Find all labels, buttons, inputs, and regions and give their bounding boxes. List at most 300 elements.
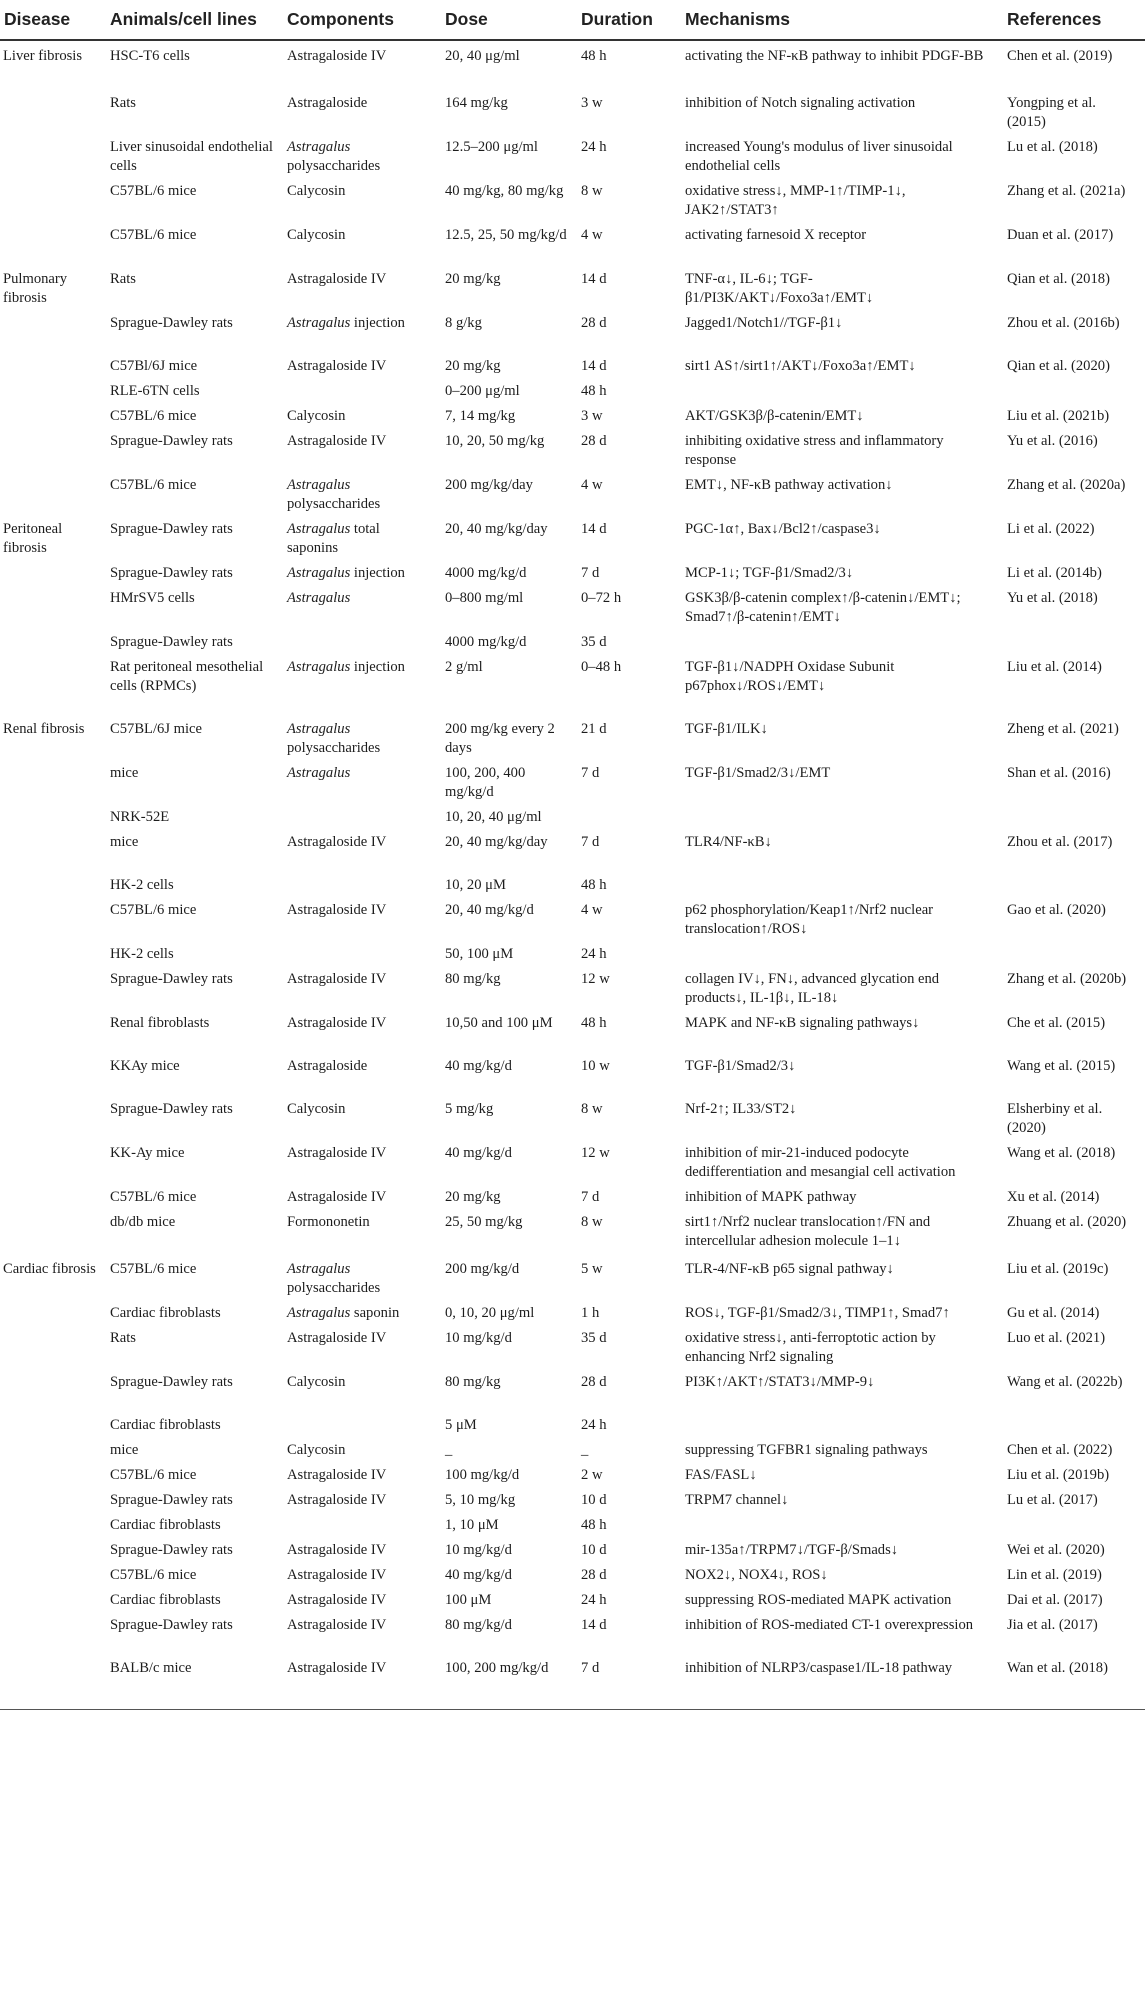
component-cell: Calycosin: [287, 408, 346, 424]
dose-cell: 20, 40 mg/kg/d: [445, 902, 534, 918]
duration-cell: 8 w: [581, 1101, 603, 1117]
dose-cell: 164 mg/kg: [445, 95, 508, 111]
reference-cell: Zhang et al. (2020a): [1007, 477, 1126, 493]
disease-cell: [0, 1610, 106, 1653]
duration-cell: 10 d: [581, 1542, 607, 1558]
duration-cell: 0–72 h: [581, 590, 622, 606]
disease-cell: [0, 1460, 106, 1485]
duration-cell: 28 d: [581, 315, 607, 331]
table-row: [0, 1367, 1145, 1410]
dose-cell: 4000 mg/kg/d: [445, 634, 527, 650]
disease-cell: [0, 1585, 106, 1610]
mechanism-cell: TLR4/NF-κB↓: [685, 834, 772, 850]
duration-cell: 8 w: [581, 1214, 603, 1230]
animal-cell: Cardiac fibroblasts: [110, 1305, 221, 1321]
animal-cell: Cardiac fibroblasts: [110, 1517, 221, 1533]
dose-cell: 12.5, 25, 50 mg/kg/d: [445, 227, 567, 243]
dose-cell: 40 mg/kg/d: [445, 1058, 512, 1074]
duration-cell: 24 h: [581, 1592, 607, 1608]
reference-cell: Zhuang et al. (2020): [1007, 1214, 1127, 1230]
component-cell: Astragalus injection: [287, 565, 405, 581]
table-body: [0, 40, 1145, 1710]
animal-cell: Rats: [110, 1330, 136, 1346]
reference-cell: Zhou et al. (2017): [1007, 834, 1113, 850]
disease-cell: [0, 132, 106, 176]
animal-cell: mice: [110, 834, 139, 850]
disease-cell: [0, 1560, 106, 1585]
table-row: [0, 964, 1145, 1008]
disease-cell: [0, 1298, 106, 1323]
component-cell: Astragaloside IV: [287, 358, 387, 374]
component-cell: [283, 870, 441, 895]
animal-cell: KKAy mice: [110, 1058, 180, 1074]
table-row: [0, 802, 1145, 827]
table-row: [0, 1323, 1145, 1367]
disease-cell: Renal fibrosis: [3, 721, 85, 737]
dose-cell: 100, 200 mg/kg/d: [441, 1653, 577, 1710]
reference-cell: Wan et al. (2018): [1003, 1653, 1145, 1710]
duration-cell: 24 h: [581, 139, 607, 155]
animal-cell: mice: [110, 1442, 139, 1458]
dose-cell: 10, 20, 40 μg/ml: [445, 809, 542, 825]
mechanism-cell: TGF-β1/Smad2/3↓/EMT: [685, 765, 831, 781]
mechanism-cell: TNF-α↓, IL-6↓; TGF-β1/PI3K/AKT↓/Foxo3a↑/EMT↓: [685, 271, 874, 306]
reference-cell: Qian et al. (2018): [1007, 271, 1110, 287]
disease-cell: [0, 1653, 106, 1710]
header-disease: Disease: [0, 0, 106, 40]
table-row: [0, 40, 1145, 88]
table-row: [0, 376, 1145, 401]
animal-cell: C57BL/6 mice: [110, 227, 197, 243]
animal-cell: C57BL/6 mice: [110, 408, 197, 424]
dose-cell: 40 mg/kg, 80 mg/kg: [445, 183, 564, 199]
animal-cell: Sprague-Dawley rats: [110, 971, 233, 987]
mechanism-cell: ROS↓, TGF-β1/Smad2/3↓, TIMP1↑, Smad7↑: [685, 1305, 950, 1321]
table-row: [0, 1610, 1145, 1653]
mechanism-cell: TGF-β1↓/NADPH Oxidase Subunit p67phox↓/ROS↓/EMT↓: [685, 659, 895, 694]
duration-cell: 8 w: [581, 183, 603, 199]
component-cell: Astragaloside IV: [287, 1145, 387, 1161]
reference-cell: Che et al. (2015): [1007, 1015, 1106, 1031]
dose-cell: 5 mg/kg: [445, 1101, 494, 1117]
component-cell: Astragalus polysaccharides: [287, 1261, 381, 1296]
duration-cell: 7 d: [581, 834, 600, 850]
disease-cell: Peritoneal fibrosis: [3, 521, 63, 556]
mechanism-cell: [681, 870, 1003, 895]
table-row: [0, 1560, 1145, 1585]
animal-cell: Sprague-Dawley rats: [110, 634, 233, 650]
duration-cell: 35 d: [581, 634, 607, 650]
component-cell: Astragaloside IV: [287, 902, 387, 918]
mechanism-cell: inhibition of MAPK pathway: [685, 1189, 857, 1205]
duration-cell: 48 h: [581, 877, 607, 893]
reference-cell: Gu et al. (2014): [1007, 1305, 1100, 1321]
animal-cell: Rat peritoneal mesothelial cells (RPMCs): [110, 659, 264, 694]
disease-cell: [0, 220, 106, 264]
component-cell: Astragaloside IV: [287, 1467, 387, 1483]
animal-cell: Sprague-Dawley rats: [110, 1542, 233, 1558]
dose-cell: 12.5–200 μg/ml: [445, 139, 538, 155]
disease-cell: [0, 176, 106, 220]
duration-cell: 7 d: [581, 1189, 600, 1205]
duration-cell: 48 h: [581, 1015, 607, 1031]
dose-cell: 40 mg/kg/d: [445, 1145, 512, 1161]
reference-cell: Luo et al. (2021): [1007, 1330, 1106, 1346]
duration-cell: 10 d: [581, 1492, 607, 1508]
disease-cell: [0, 758, 106, 802]
component-cell: Astragalus total saponins: [287, 521, 380, 556]
disease-cell: [0, 1367, 106, 1410]
animal-cell: RLE-6TN cells: [110, 383, 200, 399]
disease-cell: [0, 470, 106, 514]
disease-cell: [0, 870, 106, 895]
mechanism-cell: [681, 1510, 1003, 1535]
mechanism-cell: activating the NF-κB pathway to inhibit PDGF-BB: [685, 48, 984, 64]
disease-cell: [0, 1535, 106, 1560]
component-cell: Astragaloside IV: [287, 1617, 387, 1633]
table-row: [0, 1410, 1145, 1435]
table-row: [0, 1008, 1145, 1051]
header-mechanisms: Mechanisms: [681, 0, 1003, 40]
duration-cell: 14 d: [581, 521, 607, 537]
mechanism-cell: MCP-1↓; TGF-β1/Smad2/3↓: [685, 565, 854, 581]
mechanism-cell: Nrf-2↑; IL33/ST2↓: [685, 1101, 797, 1117]
component-cell: Astragaloside IV: [287, 1330, 387, 1346]
dose-cell: 20 mg/kg: [445, 271, 501, 287]
component-cell: Astragalus injection: [287, 659, 405, 675]
reference-cell: Xu et al. (2014): [1007, 1189, 1100, 1205]
reference-cell: Shan et al. (2016): [1007, 765, 1111, 781]
component-cell: [283, 627, 441, 652]
mechanism-cell: suppressing TGFBR1 signaling pathways: [685, 1442, 928, 1458]
mechanism-cell: p62 phosphorylation/Keap1↑/Nrf2 nuclear translocation↑/ROS↓: [685, 902, 934, 937]
component-cell: Calycosin: [287, 1374, 346, 1390]
table-row: [0, 220, 1145, 264]
reference-cell: Liu et al. (2014): [1007, 659, 1102, 675]
animal-cell: Sprague-Dawley rats: [110, 1492, 233, 1508]
animal-cell: db/db mice: [110, 1214, 176, 1230]
table-row: [0, 401, 1145, 426]
table-row: [0, 1653, 1145, 1710]
component-cell: Astragalus polysaccharides: [287, 721, 381, 756]
table-row: [0, 132, 1145, 176]
dose-cell: 0–200 μg/ml: [445, 383, 520, 399]
mechanism-cell: sirt1↑/Nrf2 nuclear translocation↑/FN and intercellular adhesion molecule 1–1↓: [685, 1214, 931, 1249]
dose-cell: 20 mg/kg: [445, 1189, 501, 1205]
disease-cell: [0, 376, 106, 401]
mechanism-cell: [681, 376, 1003, 401]
mechanism-cell: oxidative stress↓, MMP-1↑/TIMP-1↓, JAK2↑/STAT3↑: [685, 183, 906, 218]
mechanism-cell: EMT↓, NF-κB pathway activation↓: [685, 477, 893, 493]
mechanism-cell: suppressing ROS-mediated MAPK activation: [685, 1592, 952, 1608]
table-row: [0, 1207, 1145, 1254]
disease-cell: [0, 1410, 106, 1435]
mechanism-cell: [681, 939, 1003, 964]
dose-cell: 0–800 mg/ml: [445, 590, 524, 606]
disease-cell: [0, 583, 106, 627]
component-cell: [283, 1510, 441, 1535]
table-row: [0, 714, 1145, 758]
duration-cell: 7 d: [577, 1653, 681, 1710]
table-row: [0, 1435, 1145, 1460]
component-cell: Astragalus polysaccharides: [287, 477, 381, 512]
reference-cell: Li et al. (2014b): [1007, 565, 1102, 581]
header-duration: Duration: [577, 0, 681, 40]
table-row: [0, 514, 1145, 558]
table-row: [0, 758, 1145, 802]
mechanism-cell: inhibition of ROS-mediated CT-1 overexpression: [685, 1617, 974, 1633]
reference-cell: Liu et al. (2021b): [1007, 408, 1110, 424]
disease-cell: [0, 1435, 106, 1460]
animal-cell: Sprague-Dawley rats: [110, 1617, 233, 1633]
dose-cell: _: [445, 1442, 453, 1458]
animal-cell: C57BL/6 mice: [110, 1567, 197, 1583]
dose-cell: 20, 40 mg/kg/day: [445, 834, 548, 850]
animal-cell: Sprague-Dawley rats: [110, 1101, 233, 1117]
mechanism-cell: oxidative stress↓, anti-ferroptotic action by enhancing Nrf2 signaling: [685, 1330, 936, 1365]
disease-cell: [0, 939, 106, 964]
dose-cell: 80 mg/kg/d: [445, 1617, 512, 1633]
disease-cell: [0, 1138, 106, 1182]
reference-cell: Liu et al. (2019b): [1007, 1467, 1110, 1483]
duration-cell: 14 d: [581, 358, 607, 374]
animal-cell: mice: [110, 765, 139, 781]
reference-cell: Chen et al. (2019): [1007, 48, 1113, 64]
duration-cell: 48 h: [581, 383, 607, 399]
disease-cell: [0, 1051, 106, 1094]
table-row: [0, 627, 1145, 652]
dose-cell: 10,50 and 100 μM: [445, 1015, 553, 1031]
animal-cell: Rats: [110, 271, 136, 287]
table-row: [0, 1510, 1145, 1535]
duration-cell: 48 h: [581, 1517, 607, 1533]
component-cell: [283, 802, 441, 827]
dose-cell: 200 mg/kg/d: [445, 1261, 520, 1277]
dose-cell: 100, 200, 400 mg/kg/d: [445, 765, 526, 800]
animal-cell: KK-Ay mice: [110, 1145, 185, 1161]
animal-cell: Cardiac fibroblasts: [110, 1592, 221, 1608]
mechanism-cell: NOX2↓, NOX4↓, ROS↓: [685, 1567, 828, 1583]
disease-cell: [0, 652, 106, 714]
component-cell: Astragalus: [287, 765, 351, 781]
disease-cell: [0, 88, 106, 132]
dose-cell: 80 mg/kg: [445, 971, 501, 987]
table-row: [0, 1138, 1145, 1182]
reference-cell: [1003, 802, 1145, 827]
mechanism-cell: AKT/GSK3β/β-catenin/EMT↓: [685, 408, 864, 424]
duration-cell: 0–48 h: [581, 659, 622, 675]
disease-cell: [0, 895, 106, 939]
component-cell: Astragaloside IV: [287, 971, 387, 987]
table-row: [0, 1460, 1145, 1485]
duration-cell: 3 w: [581, 95, 603, 111]
dose-cell: 1, 10 μM: [445, 1517, 499, 1533]
animal-cell: C57BL/6 mice: [110, 1189, 197, 1205]
duration-cell: 12 w: [581, 971, 610, 987]
animal-cell: Renal fibroblasts: [110, 1015, 210, 1031]
header-row: [0, 0, 1145, 40]
component-cell: Astragaloside: [287, 1058, 368, 1074]
mechanism-cell: FAS/FASL↓: [685, 1467, 757, 1483]
mechanism-cell: [681, 627, 1003, 652]
dose-cell: 5, 10 mg/kg: [445, 1492, 516, 1508]
component-cell: Astragaloside IV: [287, 1542, 387, 1558]
dose-cell: 10, 20 μM: [445, 877, 506, 893]
reference-cell: Lu et al. (2018): [1007, 139, 1098, 155]
table-row: [0, 1485, 1145, 1510]
table-row: [0, 426, 1145, 470]
table-row: [0, 1585, 1145, 1610]
header-components: Components: [283, 0, 441, 40]
mechanism-cell: GSK3β/β-catenin complex↑/β-catenin↓/EMT↓; Smad7↑/β-catenin↑/EMT↓: [685, 590, 961, 625]
component-cell: Astragaloside IV: [287, 1189, 387, 1205]
reference-cell: Yu et al. (2016): [1007, 433, 1098, 449]
animal-cell: C57BL/6 mice: [110, 1261, 197, 1277]
animal-cell: Sprague-Dawley rats: [110, 315, 233, 331]
dose-cell: 200 mg/kg/day: [445, 477, 533, 493]
disease-cell: [0, 1510, 106, 1535]
disease-cell: [0, 1207, 106, 1254]
header-animals: Animals/cell lines: [106, 0, 283, 40]
reference-cell: Yu et al. (2018): [1007, 590, 1098, 606]
duration-cell: 24 h: [581, 1417, 607, 1433]
table-row: [0, 1182, 1145, 1207]
table-row: [0, 939, 1145, 964]
dose-cell: 200 mg/kg every 2 days: [445, 721, 555, 756]
reference-cell: Elsherbiny et al. (2020): [1007, 1101, 1103, 1136]
dose-cell: 50, 100 μM: [445, 946, 514, 962]
animal-cell: Sprague-Dawley rats: [110, 433, 233, 449]
reference-cell: Wang et al. (2018): [1007, 1145, 1116, 1161]
component-cell: Astragaloside IV: [287, 1592, 387, 1608]
table-row: [0, 827, 1145, 870]
mechanism-cell: inhibiting oxidative stress and inflammatory response: [685, 433, 944, 468]
duration-cell: 4 w: [581, 902, 603, 918]
dose-cell: 7, 14 mg/kg: [445, 408, 516, 424]
duration-cell: 28 d: [581, 1374, 607, 1390]
animal-cell: C57Bl/6J mice: [110, 358, 198, 374]
table-row: [0, 1298, 1145, 1323]
duration-cell: 10 w: [581, 1058, 610, 1074]
reference-cell: [1003, 1510, 1145, 1535]
disease-cell: [0, 1008, 106, 1051]
dose-cell: 25, 50 mg/kg: [445, 1214, 523, 1230]
dose-cell: 10, 20, 50 mg/kg: [445, 433, 545, 449]
component-cell: [283, 376, 441, 401]
header-references: References: [1003, 0, 1145, 40]
reference-cell: Qian et al. (2020): [1007, 358, 1110, 374]
reference-cell: Jia et al. (2017): [1007, 1617, 1098, 1633]
table-row: [0, 1094, 1145, 1138]
disease-cell: Liver fibrosis: [3, 48, 83, 64]
reference-cell: Wei et al. (2020): [1007, 1542, 1105, 1558]
duration-cell: [577, 802, 681, 827]
disease-cell: [0, 558, 106, 583]
duration-cell: 35 d: [581, 1330, 607, 1346]
disease-cell: [0, 308, 106, 351]
component-cell: Astragaloside IV: [283, 1653, 441, 1710]
reference-cell: Gao et al. (2020): [1007, 902, 1106, 918]
reference-cell: [1003, 870, 1145, 895]
mechanism-cell: sirt1 AS↑/sirt1↑/AKT↓/Foxo3a↑/EMT↓: [685, 358, 916, 374]
duration-cell: 21 d: [581, 721, 607, 737]
table-row: [0, 652, 1145, 714]
mechanism-cell: TLR-4/NF-κB p65 signal pathway↓: [685, 1261, 894, 1277]
table-row: [0, 88, 1145, 132]
component-cell: [283, 939, 441, 964]
header-dose: Dose: [441, 0, 577, 40]
dose-cell: 20 mg/kg: [445, 358, 501, 374]
animal-cell: NRK-52E: [110, 809, 170, 825]
mechanism-cell: mir-135a↑/TRPM7↓/TGF-β/Smads↓: [685, 1542, 899, 1558]
mechanism-cell: TGF-β1/ILK↓: [685, 721, 768, 737]
component-cell: Formononetin: [287, 1214, 370, 1230]
reference-cell: [1003, 1410, 1145, 1435]
animal-cell: Liver sinusoidal endothelial cells: [110, 139, 273, 174]
table-row: [0, 308, 1145, 351]
disease-cell: [0, 802, 106, 827]
reference-cell: Duan et al. (2017): [1007, 227, 1114, 243]
reference-cell: Zheng et al. (2021): [1007, 721, 1119, 737]
animal-cell: C57BL/6 mice: [110, 902, 197, 918]
animal-cell: Sprague-Dawley rats: [110, 1374, 233, 1390]
reference-cell: Li et al. (2022): [1007, 521, 1095, 537]
table-row: [0, 264, 1145, 308]
dose-cell: 5 μM: [445, 1417, 477, 1433]
mechanism-cell: PGC-1α↑, Bax↓/Bcl2↑/caspase3↓: [685, 521, 881, 537]
component-cell: Astragaloside: [287, 95, 368, 111]
animal-cell: C57BL/6 mice: [110, 183, 197, 199]
component-cell: Astragaloside IV: [287, 48, 387, 64]
dose-cell: 2 g/ml: [445, 659, 483, 675]
mechanism-cell: [681, 1410, 1003, 1435]
mechanism-cell: inhibition of mir-21-induced podocyte dedifferentiation and mesangial cell activation: [685, 1145, 956, 1180]
animal-cell: HK-2 cells: [110, 946, 174, 962]
dose-cell: 20, 40 mg/kg/day: [445, 521, 548, 537]
table-row: [0, 870, 1145, 895]
table-row: [0, 558, 1145, 583]
component-cell: Calycosin: [287, 1442, 346, 1458]
disease-cell: [0, 401, 106, 426]
table-row: [0, 470, 1145, 514]
reference-cell: Wang et al. (2022b): [1007, 1374, 1123, 1390]
duration-cell: 28 d: [581, 433, 607, 449]
table-row: [0, 583, 1145, 627]
reference-cell: Lu et al. (2017): [1007, 1492, 1098, 1508]
disease-cell: [0, 827, 106, 870]
reference-cell: Wang et al. (2015): [1007, 1058, 1116, 1074]
dose-cell: 4000 mg/kg/d: [445, 565, 527, 581]
duration-cell: 3 w: [581, 408, 603, 424]
dose-cell: 10 mg/kg/d: [445, 1330, 512, 1346]
table-row: [0, 1051, 1145, 1094]
component-cell: Astragalus: [287, 590, 351, 606]
disease-cell: [0, 1094, 106, 1138]
component-cell: Astragaloside IV: [287, 271, 387, 287]
disease-cell: [0, 351, 106, 376]
duration-cell: 48 h: [581, 48, 607, 64]
duration-cell: 12 w: [581, 1145, 610, 1161]
dose-cell: 100 μM: [445, 1592, 492, 1608]
table-row: [0, 176, 1145, 220]
table-row: [0, 895, 1145, 939]
table-row: [0, 1254, 1145, 1298]
table-row: [0, 351, 1145, 376]
component-cell: Astragalus polysaccharides: [287, 139, 381, 174]
reference-cell: Zhou et al. (2016b): [1007, 315, 1120, 331]
dose-cell: 40 mg/kg/d: [445, 1567, 512, 1583]
reference-cell: [1003, 376, 1145, 401]
